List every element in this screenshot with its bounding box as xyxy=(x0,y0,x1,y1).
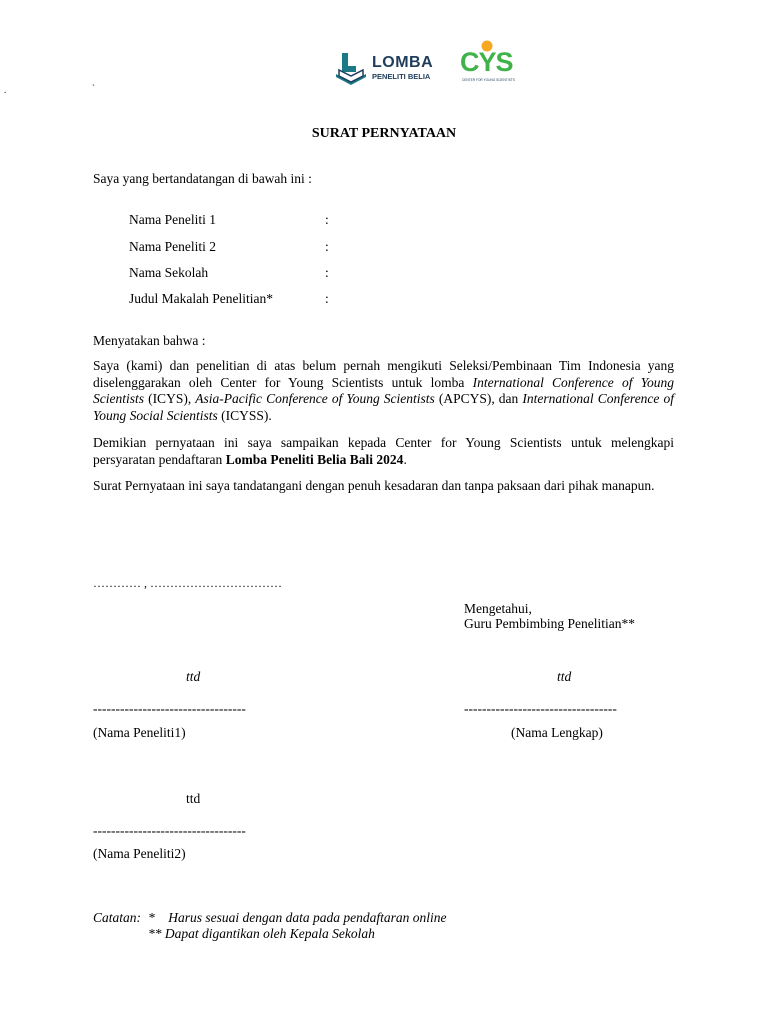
p1-icys: International Conference of Young Scientists xyxy=(93,374,674,407)
statement-intro: Menyatakan bahwa : xyxy=(93,333,206,348)
p1-text-3: (APCYS), dan xyxy=(434,391,523,407)
logo-lomba-text: LOMBA xyxy=(372,54,434,71)
p1-text-2: (ICYS), xyxy=(144,391,196,407)
field-label-nama-sekolah: Nama Sekolah xyxy=(129,265,209,280)
name-peneliti-1: (Nama Peneliti1) xyxy=(93,725,186,740)
logo-cys-subtitle: CENTER FOR YOUNG SCIENTISTS xyxy=(462,78,515,82)
field-colon-1: : xyxy=(325,212,329,227)
paragraph-purpose xyxy=(93,435,674,468)
p1-text-4: (ICYSS). xyxy=(217,407,272,423)
paragraph-statement xyxy=(93,358,674,424)
signature-line-peneliti-2: ---------------------------------- xyxy=(93,823,246,838)
guru-pembimbing-label: Guru Pembimbing Penelitian** xyxy=(464,616,635,631)
signature-ttd-guru: ttd xyxy=(557,669,572,684)
field-colon-3: : xyxy=(325,265,329,280)
field-colon-2: : xyxy=(325,239,329,254)
place-date-placeholder: ………… , …………………………… xyxy=(93,576,282,590)
field-colon-4: : xyxy=(325,291,329,306)
document-title: SURAT PERNYATAAN xyxy=(311,126,457,141)
signature-line-guru: ---------------------------------- xyxy=(464,701,617,716)
note-2: ** Dapat digantikan oleh Kepala Sekolah xyxy=(148,926,375,941)
logo-lomba-peneliti-belia xyxy=(334,50,438,86)
acknowledged-label: Mengetahui, xyxy=(464,601,532,616)
p2-competition-name: Lomba Peneliti Belia Bali 2024 xyxy=(225,451,404,467)
logo-cys-text: CYS xyxy=(460,47,513,77)
name-peneliti-2: (Nama Peneliti2) xyxy=(93,846,186,861)
field-label-nama-peneliti-2: Nama Peneliti 2 xyxy=(129,239,216,254)
p1-apcys: Asia-Pacific Conference of Young Scientists xyxy=(195,391,435,407)
paragraph-consent: Surat Pernyataan ini saya tandatangani dengan penuh kesadaran dan tanpa paksaan dari pihak manapun. xyxy=(93,478,655,493)
p2-text-2: . xyxy=(403,451,407,467)
p1-text-1: Saya (kami) dan penelitian di atas belum pernah mengikuti Seleksi/Pembinaan Tim Indonesia yang diselenggarakan oleh Center for Young Scientists untuk lomba xyxy=(93,358,674,390)
stray-dot-mid: ` xyxy=(92,83,95,93)
signature-ttd-peneliti-1: ttd xyxy=(186,669,201,684)
name-guru: (Nama Lengkap) xyxy=(511,725,603,740)
p1-icyss: International Conference of Young Social Scientists xyxy=(93,391,674,423)
signature-line-peneliti-1: ---------------------------------- xyxy=(93,701,246,716)
field-label-nama-peneliti-1: Nama Peneliti 1 xyxy=(129,212,216,227)
signature-ttd-peneliti-2: ttd xyxy=(186,791,201,806)
notes-label: Catatan: xyxy=(93,910,142,925)
logo-cys xyxy=(458,40,516,86)
intro-text: Saya yang bertandatangan di bawah ini : xyxy=(93,171,312,186)
stray-dot-left: . xyxy=(4,85,7,95)
p2-text-1: Demikian pernyataan ini saya sampaikan kepada Center for Young Scientists untuk melengkapi persyaratan pendaftaran xyxy=(93,435,674,467)
logo-peneliti-belia-text: PENELITI BELIA xyxy=(372,72,431,81)
note-1: * Harus sesuai dengan data pada pendaftaran online xyxy=(148,910,447,925)
field-label-judul-makalah: Judul Makalah Penelitian* xyxy=(129,291,273,306)
